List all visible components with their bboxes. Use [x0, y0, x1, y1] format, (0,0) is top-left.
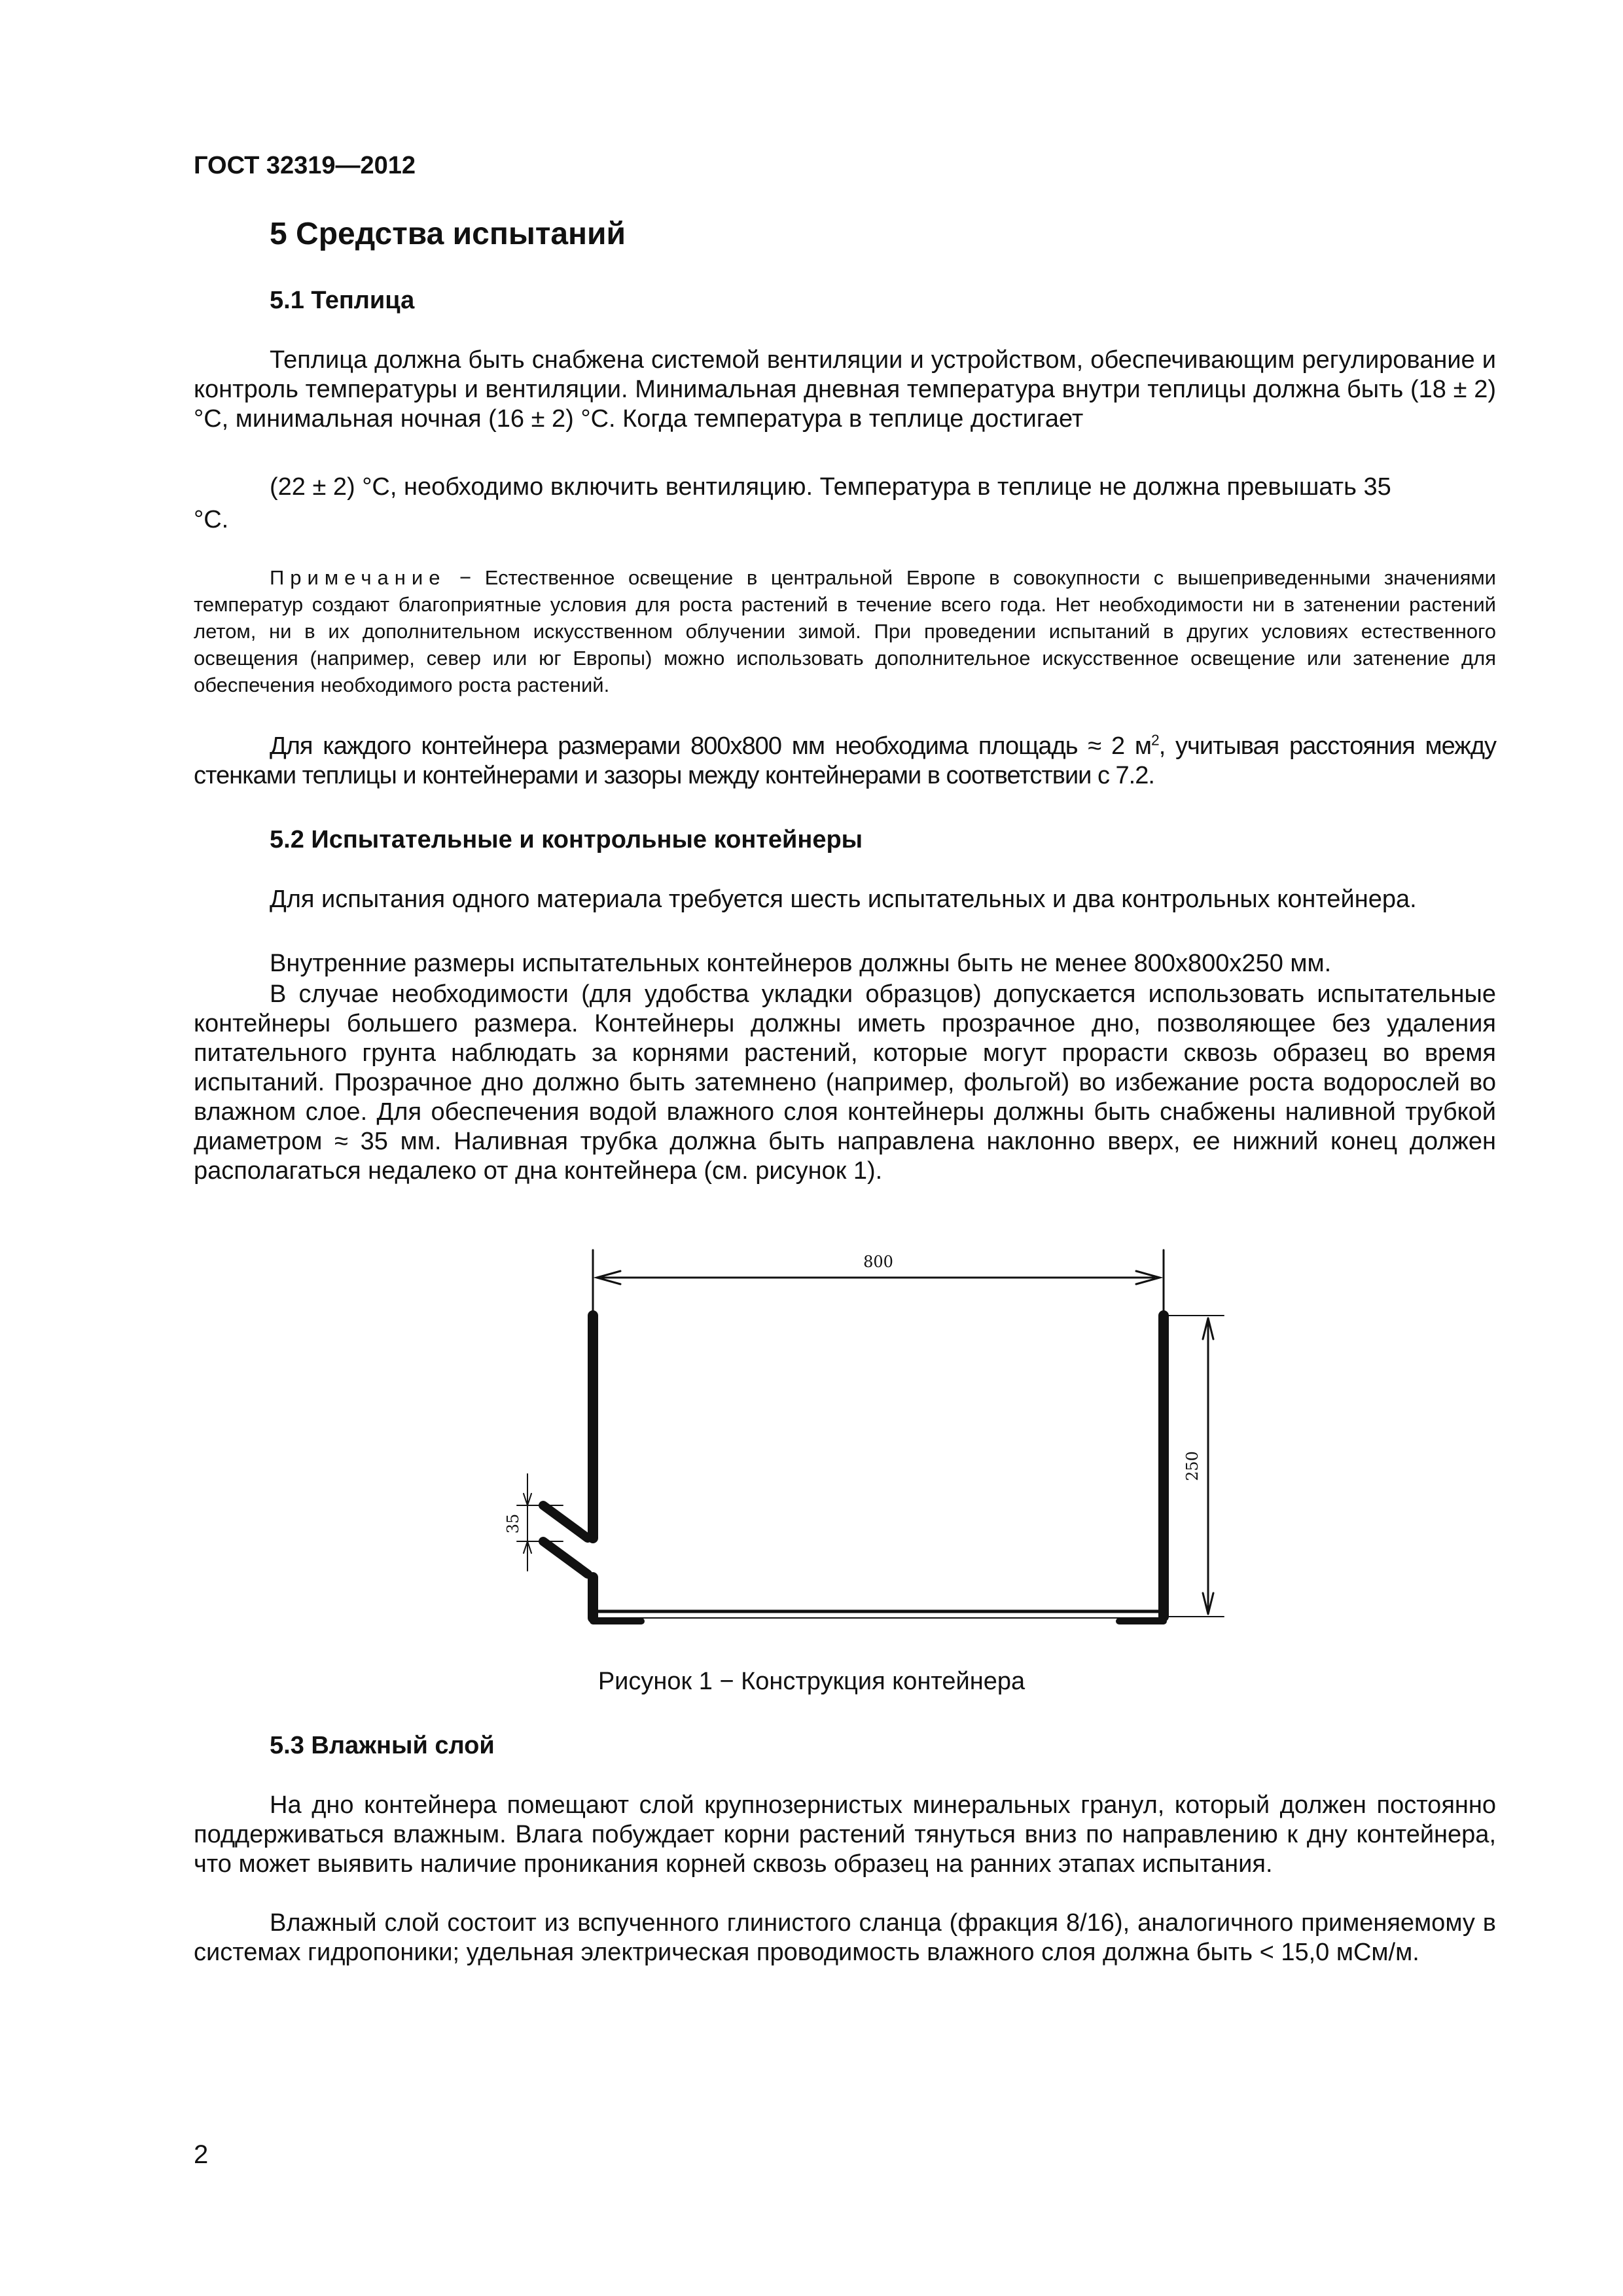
- section-5-1-heading: 5.1 Теплица: [270, 287, 415, 314]
- document-header: ГОСТ 32319—2012: [194, 152, 416, 179]
- dim-label-35: 35: [504, 1513, 522, 1534]
- fill-pipe-lower: [543, 1541, 588, 1574]
- section-5-heading: 5 Средства испытаний: [270, 217, 626, 251]
- s51-paragraph-3-a: Для каждого контейнера размерами 800х800 мм необходима площадь ≈ 2 м: [270, 732, 1151, 760]
- section-5-3-heading: 5.3 Влажный слой: [270, 1732, 495, 1759]
- note-label: Примечание: [270, 566, 446, 589]
- s52-paragraph-2: Внутренние размеры испытательных контейнеров должны быть не менее 800х800х250 мм.: [270, 950, 1332, 977]
- s51-paragraph-1: Теплица должна быть снабжена системой вентиляции и устройством, обеспечивающим регулирование и контроль температуры и вентиляции. Минимальная дневная температура внутри теплицы должна быть (18 ± 2) °С, минимальная ночная (16 ± 2) °С. Когда температура в теплице достигает: [194, 346, 1496, 433]
- dim-label-800: 800: [863, 1253, 893, 1271]
- figure-1-caption: Рисунок 1 − Конструкция контейнера: [597, 1668, 1026, 1695]
- s53-paragraph-2: Влажный слой состоит из вспученного глинистого сланца (фракция 8/16), аналогичного применяемому в системах гидропоники; удельная электрическая проводимость влажного слоя должна быть < 15,0 мСм/м.: [194, 1909, 1496, 1966]
- s51-paragraph-2: (22 ± 2) °С, необходимо включить вентиляцию. Температура в теплице не должна превышать 35: [270, 473, 1391, 501]
- s51-paragraph-3: [194, 732, 1496, 791]
- s51-paragraph-3-b: , учитывая расстояния между стенками теплицы и контейнерами и зазоры между контейнерами в соответствии с 7.2.: [194, 732, 1496, 789]
- dim-label-250: 250: [1183, 1451, 1202, 1481]
- s52-paragraph-3: В случае необходимости (для удобства укладки образцов) допускается использовать испытательные контейнеры большего размера. Контейнеры должны иметь прозрачное дно, позволяющее без удаления питательного грунта наблюдать за корнями растений, которые могут прорасти сквозь образец во время испытаний. Прозрачное дно должно быть затемнено (например, фольгой) во избежание роста водорослей во влажном слое. Для обеспечения водой влажного слоя контейнеры должны быть снабжены наливной трубкой диаметром ≈ 35 мм. Наливная трубка должна быть направлена наклонно вверх, ее нижний конец должен располагаться недалеко от дна контейнера (см. рисунок 1).: [194, 980, 1496, 1185]
- s52-paragraph-1: Для испытания одного материала требуется шесть испытательных и два контрольных контейнера.: [270, 886, 1417, 913]
- figure-1-container-drawing: [471, 1230, 1243, 1649]
- note-text: − Естественное освещение в центральной Европе в совокупности с вышеприведенными значениями температур создают благоприятные условия для роста растений в течение всего года. Нет необходимости ни в затенении растений летом, ни в их дополнительном искусственном облучении зимой. При проведении испытаний в других условиях естественного освещения (например, север или юг Европы) можно использовать дополнительное искусственное освещение или затенение для обеспечения необходимого роста растений.: [194, 566, 1496, 696]
- s53-paragraph-1: На дно контейнера помещают слой крупнозернистых минеральных гранул, который должен постоянно поддерживаться влажным. Влага побуждает корни растений тянуться вниз по направлению к дну контейнера, что может выявить наличие проникания корней сквозь образец на ранних этапах испытания.: [194, 1791, 1496, 1878]
- s51-note: [194, 564, 1496, 698]
- fill-pipe-upper: [543, 1505, 588, 1538]
- page-number: 2: [194, 2140, 209, 2169]
- s51-paragraph-2-tail: °С.: [194, 506, 229, 533]
- section-5-2-heading: 5.2 Испытательные и контрольные контейнеры: [270, 826, 863, 853]
- superscript-2: 2: [1151, 731, 1159, 749]
